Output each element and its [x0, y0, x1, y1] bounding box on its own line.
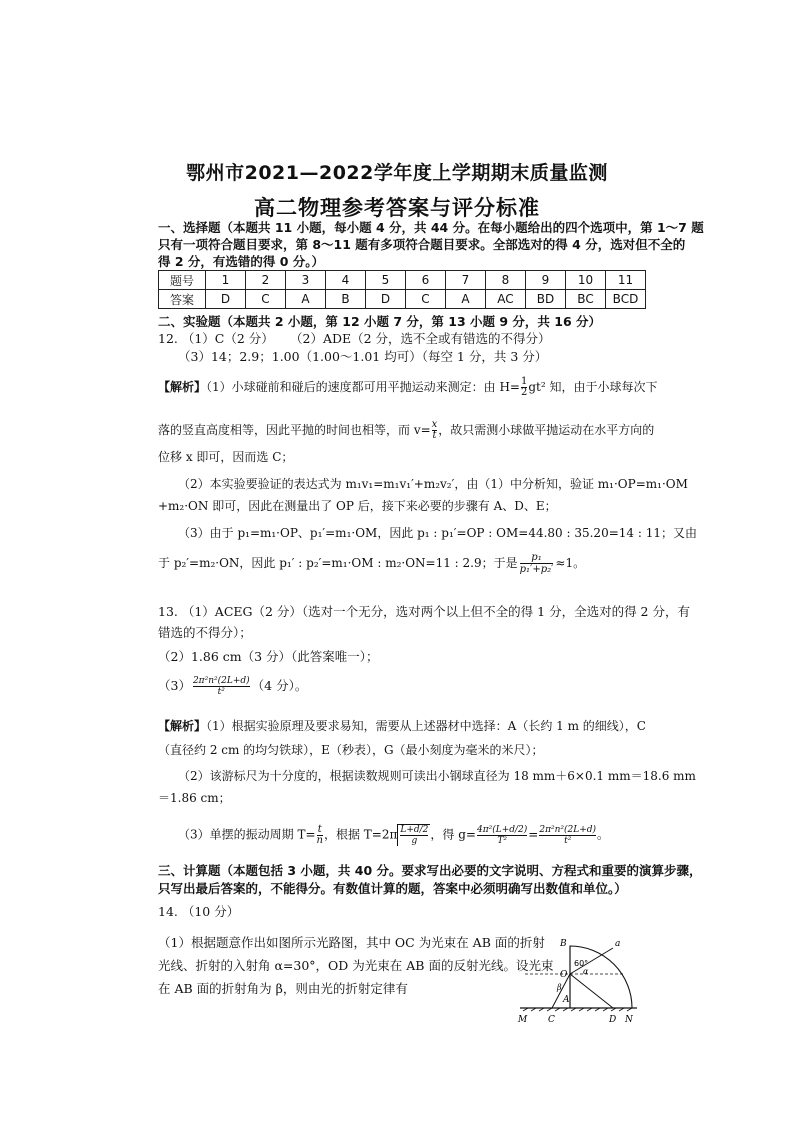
- fraction-half: $\frac{1}{2}$: [521, 376, 528, 398]
- table-cell: AC: [486, 290, 526, 309]
- section1-line1: 一、选择题（本题共 11 小题，每小题 4 分，共 44 分。在每小题给出的四个选项中，第 1～7 题: [158, 220, 704, 235]
- q14-para3: 在 AB 面的折射角为 β，则由光的折射定律有: [158, 981, 408, 996]
- analysis-label: 【解析】: [158, 719, 207, 733]
- label-a-point: A: [563, 995, 570, 1005]
- table-cell: 2: [246, 271, 286, 290]
- fraction-g2: $\frac{\text{2π²n²(2L+d)}}{\text{t²}}$: [539, 824, 597, 846]
- table-cell: BD: [526, 290, 566, 309]
- analysis-text: ，得 g=: [430, 827, 476, 842]
- analysis-12-line1: [158, 377, 658, 398]
- table-cell: A: [446, 290, 486, 309]
- table-cell: 11: [606, 271, 646, 290]
- table-cell: BCD: [606, 290, 646, 309]
- analysis-text: 。: [597, 827, 610, 842]
- table-cell: 4: [326, 271, 366, 290]
- label-d: D: [609, 1015, 617, 1024]
- analysis-13-line4: ＝1.86 cm；: [158, 791, 231, 805]
- q13-line2: 错选的不得分）；: [158, 625, 252, 640]
- section3-header1: 三、计算题（本题包括 3 小题，共 40 分。要求写出必要的文字说明、方程式和重要的演算步骤，: [158, 863, 702, 878]
- section2-header: 二、实验题（本题共 2 小题，第 12 小题 7 分，第 13 小题 9 分，共 16 分）: [158, 314, 602, 329]
- sqrt-formula: $\frac{L+d/2}{g}$: [397, 824, 430, 846]
- fraction-t-over-n: $\frac{t}{n}$: [316, 823, 323, 846]
- q13-score: （4 分）。: [251, 678, 308, 693]
- analysis-13-line5: （3）单摆的振动周期 T= $\frac{t}{n}$ ，根据 T=2π $\frac{L+d/2}{g}$ ，得 g= $\frac{\text{4π²(L+d/2)}}{\text{T²}}$ = $\frac{\text{2π²n²(2L+d)}}{\text{t²}}$ 。: [178, 823, 610, 846]
- fraction-g1: $\frac{\text{4π²(L+d/2)}}{\text{T²}}$: [476, 824, 528, 846]
- table-cell: 3: [286, 271, 326, 290]
- table-cell: 7: [446, 271, 486, 290]
- analysis-text: ≈1。: [555, 556, 586, 570]
- table-cell: 6: [406, 271, 446, 290]
- analysis-text: 于 p₂′=m₂·ON，因此 p₁′ : p₂′=m₁·OM : m₂·ON=11 : 2.9；于是: [158, 556, 518, 570]
- analysis-text: 落的竖直高度相等，因此平抛的时间也相等，而 v=: [158, 423, 431, 437]
- section1-line2: 只有一项符合题目要求，第 8～11 题有多项符合题目要求。全部选对的得 4 分，选对但不全的: [158, 237, 686, 252]
- table-cell: D: [206, 290, 246, 309]
- analysis-12-line5: +m₂·ON 即可，因此在测量出了 OP 后，接下来必要的步骤有 A、D、E；: [158, 499, 557, 513]
- label-b: B: [560, 939, 567, 949]
- analysis-text: ，根据 T=2π: [323, 827, 398, 842]
- section3-header2: 只写出最后答案的，不能得分。有数值计算的题，答案中必须明确写出数值和单位。）: [158, 881, 627, 896]
- q12-part2: （2）ADE（2 分，选不全或有错选的不得分）: [290, 331, 551, 346]
- section1-line3: 得 2 分，有选错的得 0 分。）: [158, 254, 325, 269]
- analysis-12-line4: （2）本实验要验证的表达式为 m₁v₁=m₁v₁′+m₂v₂′，由（1）中分析知，验证 m₁·OP=m₁·OM: [178, 477, 688, 491]
- table-cell: 9: [526, 271, 566, 290]
- analysis-13-line1: [158, 717, 646, 735]
- analysis-text: （1）根据实验原理及要求易知，需要从上述器材中选择：A（长约 1 m 的细线），C: [206, 719, 646, 733]
- label-c: C: [548, 1015, 555, 1024]
- table-cell: D: [366, 290, 406, 309]
- analysis-text: ，故只需测小球做平抛运动在水平方向的: [438, 423, 655, 437]
- table-cell: 8: [486, 271, 526, 290]
- q14-title: 14. （10 分）: [158, 904, 240, 919]
- answer-table: [158, 270, 646, 309]
- analysis-12-line3: 位移 x 即可，因而选 C；: [158, 450, 294, 464]
- label-a-ray: a: [615, 939, 621, 949]
- analysis-13-line2: （直径约 2 cm 的均匀铁球），E（秒表），G（最小刻度为毫米的米尺）；: [158, 743, 544, 757]
- analysis-12-line6: （3）由于 p₁=m₁·OP、p₁′=m₁·OM，因此 p₁ : p₁′=OP : OM=44.80 : 35.20=14 : 11；又由: [178, 526, 697, 540]
- table-cell: 1: [206, 271, 246, 290]
- page-subtitle: 高二物理参考答案与评分标准: [254, 196, 540, 220]
- table-cell: A: [286, 290, 326, 309]
- fraction-g-formula: $\frac{\text{2π²n²(2L+d)}}{\text{t²}}$: [192, 676, 250, 697]
- table-row-numbers: [159, 271, 646, 290]
- analysis-text: （1）小球碰前和碰后的速度都可用平抛运动来测定：由 H=: [206, 380, 520, 394]
- analysis-text: （3）单摆的振动周期 T=: [178, 827, 316, 842]
- label-n: N: [625, 1015, 633, 1024]
- reflected-ray-od: [570, 974, 613, 1008]
- table-cell: 5: [366, 271, 406, 290]
- table-header-q: 题号: [159, 271, 206, 290]
- table-cell: B: [326, 290, 366, 309]
- analysis-12-line2: [158, 420, 654, 441]
- table-row-answers: [159, 290, 646, 309]
- analysis-12-line7: [158, 552, 585, 575]
- q13-line3: （2）1.86 cm（3 分）（此答案唯一）；: [158, 649, 379, 664]
- table-cell: C: [406, 290, 446, 309]
- q13-label: （3）: [158, 678, 191, 693]
- q12-part1: 12. （1）C（2 分）: [158, 331, 274, 346]
- analysis-13-line3: （2）该游标尺为十分度的，根据读数规则可读出小钢球直径为 18 mm＋6×0.1 mm＝18.6 mm: [178, 769, 696, 783]
- label-o: O: [560, 970, 568, 980]
- page-title: 鄂州市2021—2022学年度上学期期末质量监测: [186, 162, 608, 184]
- table-cell: BC: [566, 290, 606, 309]
- analysis-text: gt² 知，由于小球每次下: [528, 380, 658, 394]
- label-alpha: α: [583, 967, 589, 976]
- table-cell: 10: [566, 271, 606, 290]
- q14-para2: 光线、折射的入射角 α=30°，OD 为光束在 AB 面的反射光线。设光束: [158, 958, 554, 973]
- fraction-x-over-t: $\frac{x}{t}$: [431, 419, 438, 441]
- label-beta: β: [557, 983, 562, 992]
- table-header-a: 答案: [159, 290, 206, 309]
- table-cell: C: [246, 290, 286, 309]
- q14-para1: （1）根据题意作出如图所示光路图，其中 OC 为光束在 AB 面的折射: [158, 935, 545, 950]
- q12-part3: （3）14；2.9；1.00（1.00～1.01 均可）（每空 1 分，共 3 分）: [178, 349, 548, 364]
- q13-line1: 13. （1）ACEG（2 分）（选对一个无分，选对两个以上但不全的得 1 分，全选对的得 2 分，有: [158, 604, 690, 619]
- label-m: M: [518, 1015, 528, 1024]
- q13-line4: [158, 676, 307, 697]
- fraction-momentum: $\frac{\text{p₁}}{\text{p₁′+p₂′}}$: [519, 552, 554, 575]
- label-angle-60: 60°: [574, 959, 589, 968]
- analysis-label: 【解析】: [158, 380, 207, 394]
- light-path-diagram: [515, 932, 640, 1024]
